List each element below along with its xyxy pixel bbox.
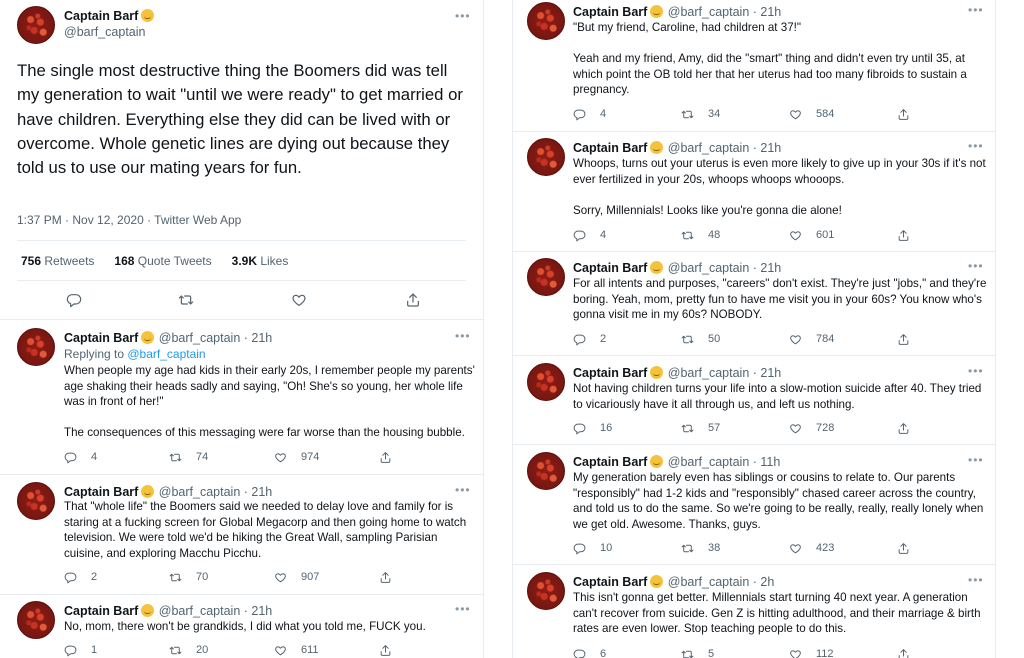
like-icon — [274, 571, 287, 584]
author-name[interactable]: Captain Barf — [573, 455, 648, 469]
divider — [513, 251, 995, 252]
avatar[interactable] — [17, 482, 55, 520]
like-count: 974 — [301, 451, 320, 463]
avatar[interactable] — [527, 572, 565, 610]
author-handle[interactable]: @barf_captain · 11h — [667, 455, 781, 469]
author-name-row[interactable] — [64, 9, 154, 23]
retweet-action[interactable] — [169, 451, 274, 464]
tweet-text: That "whole life" the Boomers said we needed to delay love and family for is staring at a fucking screen for Global Megacorp and then going home to watch television. We were told we'd be hiking the Great Wall, sampling Parisian cuisine, and exploring Macchu Picchu. — [64, 500, 467, 560]
like-icon — [789, 108, 802, 121]
author-name[interactable]: Captain Barf — [64, 331, 139, 345]
like-count: 601 — [816, 229, 835, 241]
retweet-action[interactable] — [681, 422, 789, 435]
reply-icon — [573, 108, 586, 121]
tweet-header — [573, 259, 781, 277]
retweet-icon — [169, 571, 182, 584]
emoji-icon — [650, 575, 663, 588]
retweet-action[interactable] — [681, 333, 789, 346]
divider — [0, 319, 483, 320]
tweet-header — [573, 453, 780, 471]
retweet-action[interactable] — [681, 542, 789, 555]
reply-icon — [573, 422, 586, 435]
share-icon — [897, 422, 910, 435]
author-handle[interactable]: @barf_captain · 21h — [667, 5, 782, 19]
share-action[interactable] — [897, 229, 924, 242]
quotes-stat[interactable] — [114, 254, 211, 268]
retweet-action[interactable] — [169, 571, 274, 584]
tweet-actions — [64, 450, 406, 464]
like-action[interactable] — [274, 571, 379, 584]
reply-icon — [64, 571, 77, 584]
reply-action[interactable] — [64, 571, 169, 584]
like-count: 907 — [301, 571, 320, 583]
retweet-count: 74 — [196, 451, 209, 463]
retweet-icon — [681, 648, 694, 658]
tweet-header — [573, 573, 774, 591]
avatar[interactable] — [527, 363, 565, 401]
author-name[interactable]: Captain Barf — [573, 261, 648, 275]
retweet-count: 70 — [196, 571, 209, 583]
reply-count: 2 — [91, 571, 98, 583]
tweet-actions — [64, 570, 406, 584]
tweet-text: For all intents and purposes, "careers" don't exist. They're just "jobs," and they're boring. Yeah, mom, pretty fun to have me visit you in your 60s? You know who's gonna visit me in my 60s? NOBODY. — [573, 277, 987, 321]
retweet-count: 34 — [708, 108, 721, 120]
share-action[interactable] — [897, 333, 924, 346]
reply-action[interactable] — [573, 648, 681, 658]
retweet-icon — [169, 451, 182, 464]
retweet-count: 57 — [708, 422, 721, 434]
like-icon — [789, 542, 802, 555]
share-icon — [897, 333, 910, 346]
reply-count: 4 — [91, 451, 98, 463]
tweet-actions — [0, 290, 484, 310]
avatar[interactable] — [527, 258, 565, 296]
divider — [17, 280, 466, 281]
share-action[interactable] — [379, 451, 406, 464]
share-icon — [897, 108, 910, 121]
retweet-action[interactable] — [169, 644, 274, 657]
retweets-label: Retweets — [44, 254, 95, 268]
reply-count: 1 — [91, 644, 98, 656]
author-handle[interactable]: @barf_captain · 21h — [667, 141, 782, 155]
retweet-count: 38 — [708, 542, 721, 554]
like-icon — [789, 229, 802, 242]
author-name[interactable]: Captain Barf — [573, 141, 648, 155]
retweet-action[interactable] — [681, 648, 789, 658]
share-icon — [379, 451, 392, 464]
reply-icon — [573, 542, 586, 555]
share-icon[interactable] — [405, 292, 421, 308]
retweet-count: 20 — [196, 644, 209, 656]
like-icon — [789, 333, 802, 346]
tweet-header — [64, 329, 272, 347]
author-handle[interactable]: @barf_captain · 21h — [667, 261, 782, 275]
emoji-icon — [650, 261, 663, 274]
tweet-actions — [573, 647, 924, 658]
share-action[interactable] — [897, 648, 924, 658]
replying-to-link[interactable]: @barf_captain — [127, 347, 206, 361]
author-name[interactable]: Captain Barf — [573, 575, 648, 589]
avatar[interactable] — [17, 328, 55, 366]
retweet-icon — [681, 422, 694, 435]
like-action[interactable] — [789, 648, 897, 658]
avatar[interactable] — [17, 6, 55, 44]
like-icon[interactable] — [291, 292, 307, 308]
divider — [513, 444, 995, 445]
like-icon — [789, 422, 802, 435]
tweet-header — [64, 602, 272, 620]
tweet-header — [573, 364, 781, 382]
tweet-actions — [573, 421, 924, 435]
like-action[interactable] — [789, 108, 897, 121]
main-tweet-column — [0, 0, 484, 658]
emoji-icon — [650, 5, 663, 18]
share-icon — [379, 571, 392, 584]
reply-count: 4 — [600, 229, 607, 241]
more-horizontal-icon[interactable]: ••• — [968, 453, 984, 467]
quotes-label: Quote Tweets — [137, 254, 212, 268]
divider — [17, 240, 466, 241]
avatar[interactable] — [17, 601, 55, 639]
tweet-actions — [573, 107, 924, 121]
like-action[interactable] — [789, 422, 897, 435]
retweet-icon[interactable] — [178, 292, 194, 308]
retweet-icon — [681, 333, 694, 346]
retweet-icon — [169, 644, 182, 657]
retweets-count: 756 — [21, 254, 42, 268]
more-horizontal-icon[interactable]: ••• — [968, 364, 984, 378]
retweet-count: 5 — [708, 648, 715, 658]
author-name[interactable]: Captain Barf — [64, 485, 139, 499]
likes-count: 3.9K — [231, 254, 257, 268]
divider — [513, 131, 995, 132]
author-handle[interactable]: @barf_captain · 21h — [158, 331, 273, 345]
author-name[interactable]: Captain Barf — [64, 9, 139, 23]
reply-action[interactable] — [573, 108, 681, 121]
share-action[interactable] — [897, 422, 924, 435]
like-count: 728 — [816, 422, 835, 434]
replying-prefix: Replying to — [64, 347, 128, 361]
more-horizontal-icon[interactable]: ••• — [968, 259, 984, 273]
divider — [513, 564, 995, 565]
reply-icon — [64, 644, 77, 657]
more-horizontal-icon[interactable]: ••• — [455, 483, 471, 497]
emoji-icon — [141, 331, 154, 344]
reply-action[interactable] — [573, 422, 681, 435]
tweet-timestamp[interactable]: 1:37 PM · Nov 12, 2020 · Twitter Web App — [17, 213, 242, 227]
tweet-actions — [64, 643, 406, 657]
tweet-header — [573, 139, 781, 157]
reply-action[interactable] — [64, 644, 169, 657]
retweet-action[interactable] — [681, 229, 789, 242]
emoji-icon — [141, 604, 154, 617]
likes-label: Likes — [260, 254, 289, 268]
tweet-actions — [573, 332, 924, 346]
avatar[interactable] — [527, 138, 565, 176]
more-horizontal-icon[interactable]: ••• — [968, 3, 984, 17]
like-count: 423 — [816, 542, 835, 554]
tweet-text: "But my friend, Caroline, had children at 37!" Yeah and my friend, Amy, did the "smart" thing and didn't even try until 35, at which point the OB told her that her uterus had too many fibroids to sustain a pregnancy. — [573, 21, 967, 96]
share-icon — [897, 542, 910, 555]
author-handle[interactable]: @barf_captain · 21h — [667, 366, 782, 380]
share-action[interactable] — [379, 644, 406, 657]
more-horizontal-icon[interactable]: ••• — [455, 602, 471, 616]
quotes-count: 168 — [114, 254, 135, 268]
share-action[interactable] — [379, 571, 406, 584]
divider — [513, 355, 995, 356]
more-horizontal-icon[interactable]: ••• — [455, 9, 471, 23]
reply-icon — [573, 229, 586, 242]
emoji-icon — [141, 9, 154, 22]
like-action[interactable] — [274, 644, 379, 657]
retweet-count: 48 — [708, 229, 721, 241]
retweets-stat[interactable] — [21, 254, 94, 268]
tweet-text: The single most destructive thing the Boomers did was tell my generation to wait "until we were ready" to get married or have children. Everything else they did can be lived with or overcome. Whole genetic lines are dying out because they told us to use our mating years for fun. — [17, 61, 463, 178]
like-icon — [789, 648, 802, 658]
like-icon — [274, 451, 287, 464]
reply-icon[interactable] — [66, 292, 82, 308]
tweet-actions — [573, 228, 924, 242]
author-name[interactable]: Captain Barf — [573, 5, 648, 19]
retweet-action[interactable] — [681, 108, 789, 121]
reply-count: 6 — [600, 648, 607, 658]
reply-action[interactable] — [64, 451, 169, 464]
share-icon — [897, 648, 910, 658]
share-action[interactable] — [897, 542, 924, 555]
reply-count: 4 — [600, 108, 607, 120]
retweet-icon — [681, 229, 694, 242]
tweet-text: Whoops, turns out your uterus is even more likely to give up in your 30s if it's not ever fertilized in your 20s, whoops whoops whooops. Sorry, Millennials! Looks like you're gonna die alone! — [573, 157, 986, 217]
divider — [0, 594, 483, 595]
author-handle[interactable]: @barf_captain · 21h — [158, 485, 273, 499]
likes-stat[interactable] — [232, 254, 289, 268]
retweet-icon — [681, 108, 694, 121]
share-icon — [379, 644, 392, 657]
reply-action[interactable] — [573, 542, 681, 555]
more-horizontal-icon[interactable]: ••• — [968, 139, 984, 153]
tweet-text: This isn't gonna get better. Millennials start turning 40 next year. A generation can't recover from suicide. Gen Z is hitting adulthood, and their marriage & birth rates are even lower. Stop teaching people to do this. — [573, 591, 981, 635]
like-count: 784 — [816, 333, 835, 345]
reply-count: 2 — [600, 333, 607, 345]
author-name[interactable]: Captain Barf — [573, 366, 648, 380]
like-count: 112 — [816, 648, 834, 658]
tweet-text: When people my age had kids in their early 20s, I remember people my parents' age shaking their heads sadly and saying, "Oh! She's so young, her whole life was in front of her!" The consequences of this messaging were far worse than the housing bubble. — [64, 364, 475, 439]
reply-icon — [573, 333, 586, 346]
reply-count: 10 — [600, 542, 613, 554]
author-handle[interactable]: @barf_captain · 2h — [667, 575, 775, 589]
tweet-text: My generation barely even has siblings or cousins to relate to. Our parents "responsibly" had 1-2 kids and "responsibly" chased career across the country, and told us to do the same. So we're going to be really, really, really lonely when we get old. Awesome. Thanks, guys. — [573, 471, 984, 531]
reply-action[interactable] — [573, 333, 681, 346]
reply-icon — [573, 648, 586, 658]
author-handle[interactable]: @barf_captain — [64, 25, 146, 39]
like-count: 584 — [816, 108, 835, 120]
like-action[interactable] — [789, 333, 897, 346]
divider — [0, 474, 483, 475]
reply-thread-column — [512, 0, 996, 658]
share-icon — [897, 229, 910, 242]
tweet-stats — [21, 254, 288, 268]
retweet-icon — [681, 542, 694, 555]
emoji-icon — [650, 141, 663, 154]
replying-to — [64, 347, 206, 361]
emoji-icon — [650, 455, 663, 468]
emoji-icon — [141, 485, 154, 498]
retweet-count: 50 — [708, 333, 721, 345]
more-horizontal-icon[interactable]: ••• — [968, 573, 984, 587]
like-action[interactable] — [789, 542, 897, 555]
like-action[interactable] — [274, 451, 379, 464]
more-horizontal-icon[interactable]: ••• — [455, 329, 471, 343]
author-name[interactable]: Captain Barf — [64, 604, 139, 618]
reply-icon — [64, 451, 77, 464]
share-action[interactable] — [897, 108, 924, 121]
reply-count: 16 — [600, 422, 613, 434]
avatar[interactable] — [527, 2, 565, 40]
tweet-text: No, mom, there won't be grandkids, I did what you told me, FUCK you. — [64, 620, 426, 633]
tweet-text: Not having children turns your life into a slow-motion suicide after 40. They tried to vicariously have it all through us, and left us nothing. — [573, 382, 982, 411]
emoji-icon — [650, 366, 663, 379]
like-count: 611 — [301, 644, 319, 656]
like-icon — [274, 644, 287, 657]
author-handle[interactable]: @barf_captain · 21h — [158, 604, 273, 618]
avatar[interactable] — [527, 452, 565, 490]
tweet-actions — [573, 541, 924, 555]
tweet-header — [573, 3, 781, 21]
like-action[interactable] — [789, 229, 897, 242]
reply-action[interactable] — [573, 229, 681, 242]
